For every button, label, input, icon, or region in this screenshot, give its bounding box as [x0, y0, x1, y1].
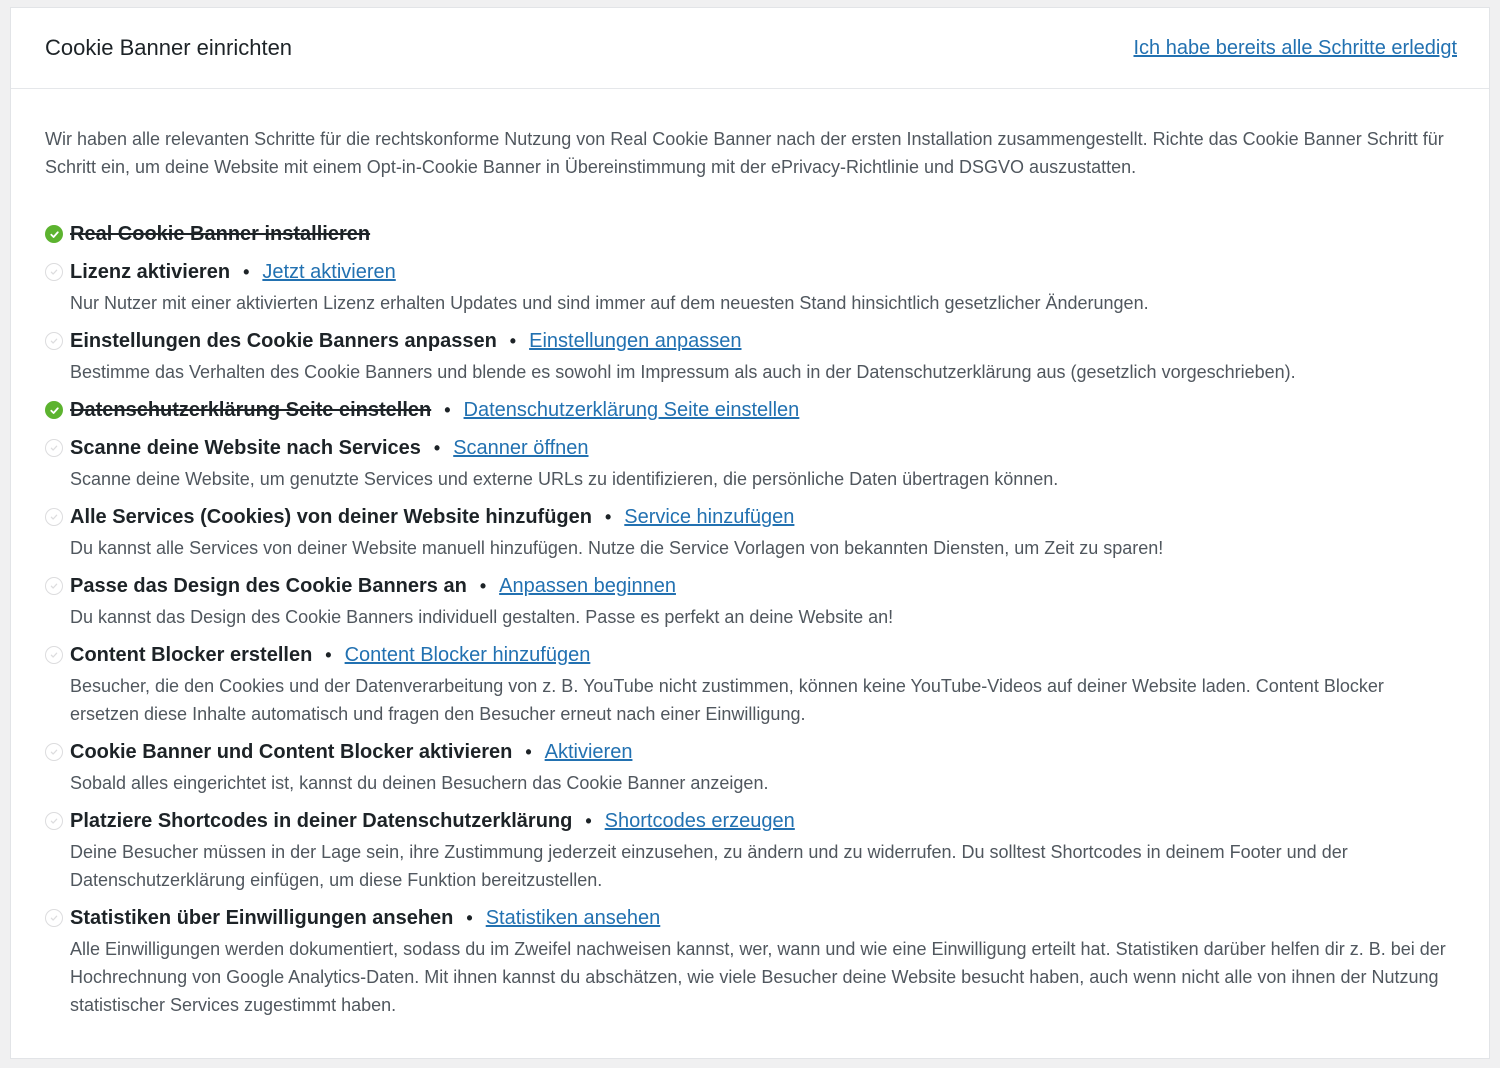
step-action-link[interactable]: Service hinzufügen [624, 505, 795, 528]
checklist-step [45, 217, 1455, 251]
step-title: Real Cookie Banner installieren [70, 222, 371, 245]
setup-checklist-card [10, 7, 1490, 1059]
intro-text: Wir haben alle relevanten Schritte für die rechtskonforme Nutzung von Real Cookie Banner nach der ersten Installation zusammengestellt. Richte das Cookie Banner Schritt für Schritt ein, um deine Website mit einem Opt-in-Cookie Banner in Übereinstimmung mit der ePrivacy-Richtlinie und DSGVO auszustatten. [45, 129, 1444, 177]
check-pending-icon [45, 263, 63, 281]
checklist-step [45, 901, 1455, 1022]
card-body [11, 89, 1489, 1022]
step-title: Content Blocker erstellen [70, 643, 313, 666]
step-title: Lizenz aktivieren [70, 260, 231, 283]
step-title: Scanne deine Website nach Services [70, 436, 421, 459]
bullet-separator: • [444, 399, 451, 420]
step-title: Statistiken über Einwilligungen ansehen [70, 906, 454, 929]
step-action-link[interactable]: Anpassen beginnen [499, 574, 676, 597]
step-row [45, 324, 1455, 358]
step-row [45, 638, 1455, 672]
checklist-step [45, 500, 1455, 565]
check-pending-icon [45, 909, 63, 927]
bullet-separator: • [479, 575, 487, 596]
step-description: Besucher, die den Cookies und der Datenverarbeitung von z. B. YouTube nicht zustimmen, können keine YouTube-Videos auf deiner Website laden. Content Blocker ersetzen diese Inhalte automatisch und fragen den Besucher erneut nach einer Einwilligung. [70, 676, 1384, 724]
checklist-step [45, 804, 1455, 897]
checklist-step [45, 431, 1455, 496]
step-row [45, 804, 1455, 838]
step-action-link[interactable]: Aktivieren [544, 740, 633, 763]
step-row [45, 217, 1455, 251]
bullet-separator: • [509, 330, 517, 351]
check-pending-icon [45, 812, 63, 830]
checklist-step [45, 638, 1455, 731]
step-description: Bestimme das Verhalten des Cookie Banners und blende es sowohl im Impressum als auch in der Datenschutzerklärung aus (gesetzlich vorgeschrieben). [70, 362, 1296, 382]
step-description: Du kannst alle Services von deiner Website manuell hinzufügen. Nutze die Service Vorlagen von bekannten Diensten, um Zeit zu sparen! [70, 538, 1164, 558]
check-pending-icon [45, 646, 63, 664]
step-action-link[interactable]: Content Blocker hinzufügen [344, 643, 591, 666]
step-description: Du kannst das Design des Cookie Banners individuell gestalten. Passe es perfekt an deine Website an! [70, 607, 894, 627]
step-description: Nur Nutzer mit einer aktivierten Lizenz erhalten Updates und sind immer auf dem neuesten Stand hinsichtlich gesetzlicher Änderungen. [70, 293, 1149, 313]
step-title: Platziere Shortcodes in deiner Datenschutzerklärung [70, 809, 573, 832]
bullet-separator: • [604, 506, 612, 527]
bullet-separator: • [525, 741, 532, 762]
card-header [11, 8, 1489, 89]
checklist-step [45, 255, 1455, 320]
dismiss-all-steps-link[interactable]: Ich habe bereits alle Schritte erledigt [1133, 36, 1457, 59]
checklist-step [45, 393, 1455, 427]
step-list [45, 217, 1455, 1022]
bullet-separator: • [325, 644, 332, 665]
step-row [45, 901, 1455, 935]
step-title: Alle Services (Cookies) von deiner Website hinzufügen [70, 505, 592, 528]
step-action-link[interactable]: Datenschutzerklärung Seite einstellen [463, 398, 800, 421]
bullet-separator: • [433, 437, 441, 458]
check-pending-icon [45, 439, 63, 457]
step-title: Cookie Banner und Content Blocker aktivieren [70, 740, 513, 763]
check-pending-icon [45, 577, 63, 595]
step-row [45, 393, 1455, 427]
step-action-link[interactable]: Shortcodes erzeugen [604, 809, 795, 832]
step-action-link[interactable]: Statistiken ansehen [485, 906, 661, 929]
checklist-step [45, 569, 1455, 634]
step-description: Scanne deine Website, um genutzte Services und externe URLs zu identifizieren, die persönliche Daten übertragen können. [70, 469, 1059, 489]
bullet-separator: • [585, 810, 592, 831]
step-description: Sobald alles eingerichtet ist, kannst du deinen Besuchern das Cookie Banner anzeigen. [70, 773, 769, 793]
step-row [45, 500, 1455, 534]
step-description: Deine Besucher müssen in der Lage sein, ihre Zustimmung jederzeit einzusehen, zu ändern und zu widerrufen. Du solltest Shortcodes in deinem Footer und der Datenschutzerklärung einfügen, um diese Funktion bereitzustellen. [70, 842, 1348, 890]
page-title: Cookie Banner einrichten [45, 35, 293, 60]
step-row [45, 735, 1455, 769]
step-description: Alle Einwilligungen werden dokumentiert, sodass du im Zweifel nachweisen kannst, wer, wann und wie eine Einwilligung erteilt hat. Statistiken darüber helfen dir z. B. bei der Hochrechnung von Google Analytics-Daten. Mit ihnen kannst du abschätzen, wie viele Besucher deine Website besucht haben, auch wenn nicht alle von ihnen der Nutzung statistischer Services zugestimmt haben. [70, 939, 1446, 1015]
step-row [45, 431, 1455, 465]
check-done-icon [45, 401, 63, 419]
check-pending-icon [45, 508, 63, 526]
step-title: Datenschutzerklärung Seite einstellen [70, 398, 432, 421]
check-pending-icon [45, 743, 63, 761]
step-title: Passe das Design des Cookie Banners an [70, 574, 467, 597]
step-row [45, 255, 1455, 289]
step-action-link[interactable]: Einstellungen anpassen [529, 329, 742, 352]
bullet-separator: • [243, 261, 250, 282]
check-done-icon [45, 225, 63, 243]
check-pending-icon [45, 332, 63, 350]
step-action-link[interactable]: Jetzt aktivieren [262, 260, 396, 283]
bullet-separator: • [466, 907, 473, 928]
step-row [45, 569, 1455, 603]
step-title: Einstellungen des Cookie Banners anpassen [70, 329, 497, 352]
checklist-step [45, 735, 1455, 800]
step-action-link[interactable]: Scanner öffnen [453, 436, 589, 459]
checklist-step [45, 324, 1455, 389]
